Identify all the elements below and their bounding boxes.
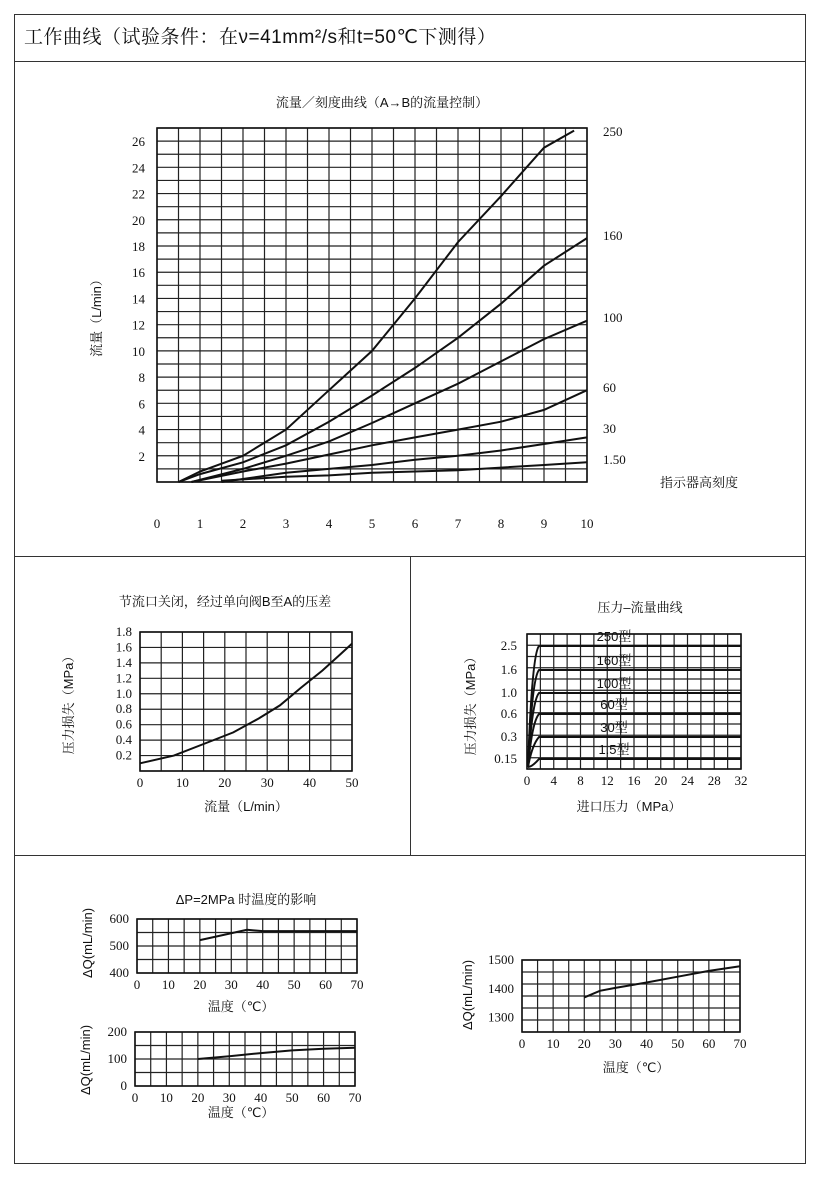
pf-xtick-label: 20 bbox=[654, 773, 668, 788]
main-xtick-label: 2 bbox=[239, 516, 247, 531]
temp-effect-3-ytick-label: 1300 bbox=[488, 1009, 514, 1025]
main-ytick-label: 20 bbox=[132, 212, 145, 228]
main-series-label: 250 bbox=[603, 124, 623, 139]
temp-effect-2-ytick-label: 200 bbox=[107, 1024, 127, 1039]
temp-effect-3-xlabel: 温度（℃） bbox=[602, 1060, 670, 1075]
temp-effect-3-ytick-label: 1500 bbox=[488, 952, 514, 967]
diff-ytick-label: 0.4 bbox=[115, 732, 132, 748]
pf-ytick-label: 0.15 bbox=[494, 751, 517, 766]
temp-effect-3-xtick-label: 10 bbox=[546, 1036, 560, 1051]
diff-ytick-label: 1.8 bbox=[115, 624, 132, 639]
temp-effect-2-xtick-label: 60 bbox=[317, 1090, 331, 1105]
main-series-label: 100 bbox=[603, 310, 623, 325]
diff-ytick-label: 1.4 bbox=[115, 654, 132, 670]
pf-xtick-label: 28 bbox=[707, 773, 721, 788]
diff-xlabel: 流量（L/min） bbox=[204, 799, 288, 814]
main-xtick-label: 7 bbox=[454, 516, 462, 531]
temp-effect-3-xtick-label: 20 bbox=[577, 1036, 591, 1051]
pf-chart-title: 压力–流量曲线 bbox=[597, 600, 683, 615]
pf-series-label: 30型 bbox=[600, 720, 628, 735]
pf-xtick-label: 32 bbox=[734, 773, 748, 788]
pf-xtick-label: 24 bbox=[681, 773, 694, 788]
main-ytick-label: 18 bbox=[132, 239, 145, 254]
diff-xtick-label: 20 bbox=[218, 775, 232, 790]
temp-effect-2-ytick-label: 100 bbox=[107, 1051, 127, 1066]
temp-effect-1-ylabel: ΔQ(mL/min) bbox=[80, 907, 95, 979]
main-xtick-label: 10 bbox=[580, 516, 594, 531]
temp-effect-1-xtick-label: 40 bbox=[256, 977, 270, 992]
pf-xtick-label: 0 bbox=[523, 773, 531, 788]
pf-xtick-label: 16 bbox=[627, 773, 641, 788]
main-xtick-label: 8 bbox=[497, 516, 505, 531]
main-ytick-label: 26 bbox=[132, 134, 145, 150]
pf-xtick-label: 8 bbox=[577, 773, 584, 788]
pf-series-label: 250型 bbox=[596, 629, 632, 644]
temp-effect-1-ytick-label: 600 bbox=[109, 911, 129, 926]
diff-xtick-label: 10 bbox=[175, 775, 189, 790]
temp-effect-3-xtick-label: 30 bbox=[608, 1036, 622, 1051]
temp-effect-2-xtick-label: 70 bbox=[348, 1090, 362, 1105]
main-series-label: 60 bbox=[603, 380, 616, 395]
temp-effect-2-ytick-label: 0 bbox=[120, 1078, 127, 1093]
temp-effect-2-xtick-label: 0 bbox=[131, 1090, 139, 1105]
diff-xtick-label: 40 bbox=[303, 775, 317, 790]
diff-ytick-label: 1.2 bbox=[115, 670, 132, 686]
pf-ytick-label: 1.6 bbox=[500, 662, 517, 677]
temp-effect-2-ylabel: ΔQ(mL/min) bbox=[78, 1024, 93, 1096]
diff-ytick-label: 0.6 bbox=[115, 716, 132, 732]
diff-xtick-label: 30 bbox=[260, 775, 274, 790]
temp-effect-3-xtick-label: 70 bbox=[733, 1036, 747, 1051]
main-ytick-label: 24 bbox=[132, 160, 145, 176]
temp-effect-1-ytick-label: 500 bbox=[109, 938, 129, 953]
main-ytick-label: 10 bbox=[132, 343, 145, 359]
main-series-label: 160 bbox=[603, 228, 623, 243]
main-xtick-label: 6 bbox=[411, 516, 419, 531]
main-ylabel: 流量（L/min） bbox=[89, 273, 104, 357]
pf-xtick-label: 4 bbox=[550, 773, 557, 788]
temp-effect-2-xtick-label: 50 bbox=[285, 1090, 299, 1105]
main-ytick-label: 14 bbox=[132, 291, 145, 307]
temp-effect-2-xtick-label: 10 bbox=[159, 1090, 173, 1105]
pf-series-label: 100型 bbox=[596, 676, 632, 691]
diff-ytick-label: 1.0 bbox=[115, 685, 132, 701]
diff-ytick-label: 0.8 bbox=[115, 701, 132, 717]
temp-effect-1-xlabel: 温度（℃） bbox=[207, 999, 275, 1014]
diff-ytick-label: 1.6 bbox=[115, 639, 132, 655]
temp-effect-2-xtick-label: 20 bbox=[191, 1090, 205, 1105]
main-series-label: 30 bbox=[603, 421, 616, 436]
main-ytick-label: 8 bbox=[138, 370, 145, 386]
main-series-line bbox=[191, 390, 587, 482]
page-title: 工作曲线（试验条件：在ν=41mm²/s和t=50℃下测得） bbox=[24, 27, 497, 48]
main-chart-title: 流量／刻度曲线（A→B的流量控制） bbox=[275, 95, 489, 110]
main-xtick-label: 4 bbox=[325, 516, 333, 531]
main-indicator-note: 指示器高刻度 bbox=[660, 475, 739, 490]
pf-series-label: 60型 bbox=[600, 697, 628, 712]
temp-effect-3-xtick-label: 50 bbox=[671, 1036, 685, 1051]
temp-effect-1-xtick-label: 10 bbox=[161, 977, 175, 992]
pf-ytick-label: 0.3 bbox=[500, 729, 517, 744]
pf-series-label: 1.5型 bbox=[598, 742, 630, 757]
pf-ytick-label: 2.5 bbox=[500, 638, 517, 653]
temp-effect-3-xtick-label: 40 bbox=[640, 1036, 654, 1051]
diff-ytick-label: 0.2 bbox=[115, 747, 132, 763]
main-series-label: 1.50 bbox=[603, 452, 626, 467]
main-xtick-label: 5 bbox=[368, 516, 376, 531]
diff-xtick-label: 0 bbox=[136, 775, 144, 790]
temp-effect-3-xtick-label: 0 bbox=[518, 1036, 526, 1051]
diff-xtick-label: 50 bbox=[345, 775, 359, 790]
temp-effect-2-xtick-label: 40 bbox=[254, 1090, 268, 1105]
main-ytick-label: 22 bbox=[132, 186, 145, 202]
pf-xlabel: 进口压力（MPa） bbox=[576, 799, 682, 814]
temp-effect-1-ytick-label: 400 bbox=[109, 965, 129, 980]
temp-effect-1-xtick-label: 0 bbox=[133, 977, 141, 992]
main-ytick-label: 4 bbox=[138, 422, 145, 438]
main-xtick-label: 1 bbox=[196, 516, 204, 531]
main-ytick-label: 16 bbox=[132, 265, 145, 281]
main-xtick-label: 0 bbox=[153, 516, 161, 531]
temp-effect-1-xtick-label: 20 bbox=[193, 977, 207, 992]
temp-effect-3-xtick-label: 60 bbox=[702, 1036, 716, 1051]
main-xtick-label: 3 bbox=[282, 516, 290, 531]
pf-series-label: 160型 bbox=[596, 653, 632, 668]
pf-ytick-label: 0.6 bbox=[500, 706, 517, 721]
temp-effect-1-xtick-label: 50 bbox=[287, 977, 301, 992]
temp-effect-1-xtick-label: 30 bbox=[224, 977, 238, 992]
diff-chart-title: 节流口关闭，经过单向阀B至A的压差 bbox=[118, 594, 332, 609]
temp-effect-1-xtick-label: 70 bbox=[350, 977, 364, 992]
main-ytick-label: 12 bbox=[132, 317, 145, 333]
diff-ylabel: 压力损失（MPa） bbox=[61, 649, 76, 755]
main-ytick-label: 2 bbox=[138, 448, 145, 464]
main-series-line bbox=[179, 238, 588, 482]
main-ytick-label: 6 bbox=[138, 396, 145, 412]
temp-effect-2-xtick-label: 30 bbox=[222, 1090, 236, 1105]
main-xtick-label: 9 bbox=[540, 516, 548, 531]
temp-effect-3-ytick-label: 1400 bbox=[488, 980, 514, 996]
pf-ylabel: 压力损失（MPa） bbox=[463, 650, 478, 756]
main-series-line bbox=[191, 321, 587, 482]
temp-effect-1-title: ΔP=2MPa 时温度的影响 bbox=[175, 892, 317, 907]
temp-effect-1-xtick-label: 60 bbox=[319, 977, 333, 992]
pf-xtick-label: 12 bbox=[600, 773, 614, 788]
temp-effect-2-xlabel: 温度（℃） bbox=[207, 1105, 275, 1120]
temp-effect-3-ylabel: ΔQ(mL/min) bbox=[460, 959, 475, 1031]
pf-ytick-label: 1.0 bbox=[500, 685, 517, 700]
